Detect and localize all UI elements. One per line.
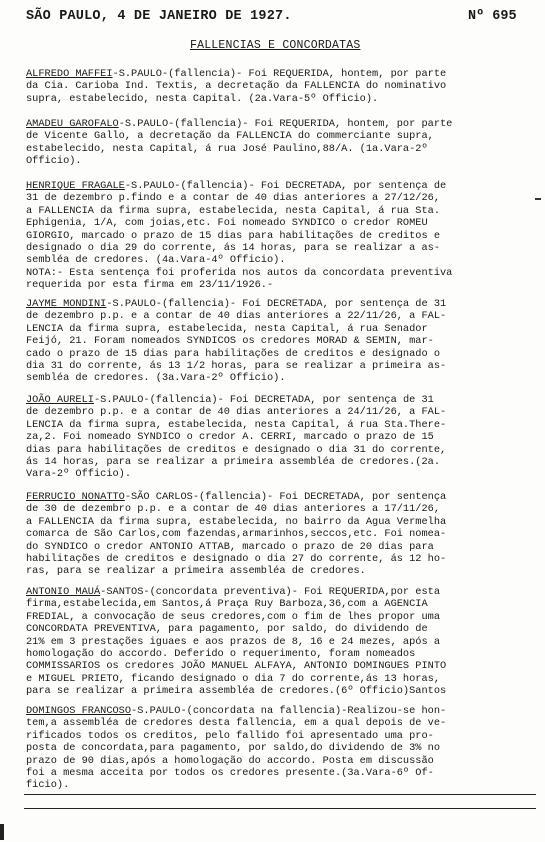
entry-text: -S.PAULO-(fallencia)- Foi DECRETADA, por sentença de 31 — [93, 394, 434, 406]
entry-line: sembléa de credores. (3a.Vara-2º Officio). — [26, 372, 286, 385]
entry-line: do SYNDICO o credor ANTONIO ATTAB, marcado o prazo de 20 dias para — [26, 540, 434, 553]
entry-line: za,2. Foi nomeado SYNDICO o credor A. CERRI, marcado o prazo de 15 — [26, 431, 434, 444]
entry-line: ficio). — [26, 779, 70, 792]
entry-line: 21% em 3 prestações iguaes e aos prazos de 8, 16 e 24 mezes, após a — [26, 635, 441, 648]
entry-note: NOTA:- Esta sentença foi proferida nos autos da concordata preventiva — [26, 266, 453, 279]
entry-line: prazo de 90 dias,após a homologação do accordo. Posta em discussão — [26, 754, 434, 767]
place-date: SÃO PAULO, 4 DE JANEIRO DE 1927. — [26, 9, 292, 24]
entry-line: 31 de dezembro p.findo e a contar de 40 dias anteriores a 27/12/26, — [26, 192, 441, 205]
entry-line: sembléa de credores. (4a.Vara-4º Officio). — [26, 254, 286, 267]
entry-line: foi a mesma acceita por todos os credores presente.(3a.Vara-6º Of- — [26, 767, 434, 780]
entry-name: HENRIQUE FRAGALE — [26, 180, 125, 192]
entry-joao-aureli — [26, 394, 536, 481]
entry-line: GIORGIO, marcado o prazo de 15 dias para habilitações de creditos e — [26, 229, 441, 242]
entry-line: ás 14 horas, para se realizar a primeira assembléa de credores.(2a. — [26, 456, 441, 469]
entry-name: JOÃO AURELI — [26, 394, 94, 406]
entry-text: -S.PAULO-(fallencia)- Foi DECRETADA, por sentença de — [124, 180, 447, 192]
entry-line: LENCIA da firma supra, estabelecida, nesta Capital, á rua Sta.There- — [26, 418, 447, 431]
entry-line: para se realizar a primeira assembléa de credores.(6º Officio)Santos — [26, 685, 447, 698]
entry-name: ALFREDO MAFFEI — [26, 68, 113, 80]
entry-line: a FALLENCIA da firma supra, estabelecida, nesta Capital, á rua Sta. — [26, 204, 441, 217]
entry-line: comarca de São Carlos,com fazendas,armarinhos,seccos,etc. Foi nomea- — [26, 528, 447, 541]
entry-line: LENCIA da firma supra, estabelecida, nesta Capital, á rua Senador — [26, 322, 428, 335]
entry-line: ras, para se realizar a primeira assembléa de credores. — [26, 565, 366, 578]
entry-text: -SANTOS-(concordata preventiva)- Foi REQUERIDA,por esta — [100, 586, 441, 598]
entry-line: dias para habilitações de creditos e designado o dia 31 do corrente, — [26, 443, 447, 456]
scan-edge-mark — [0, 824, 4, 840]
entry-name: JAYME MONDINI — [26, 298, 107, 310]
entry-line: supra, estabelecido, nesta Capital. (2a.Vara-5º Officio). — [26, 92, 379, 105]
entry-line: firma,estabelecida,em Santos,á Praça Ruy Barboza,36,com a AGENCIA — [26, 598, 428, 611]
entry-line: CONCORDATA PREVENTIVA, para pagamento, por saldo, do dividendo de — [26, 623, 428, 636]
entry-alfredo-maffei — [26, 68, 536, 105]
entry-line: de dezembro p.p. e a contar de 40 dias anteriores a 22/11/26, a FAL- — [26, 310, 447, 323]
entry-line: dia 31 do corrente, ás 13 1/2 horas, para se realizar a primeira as- — [26, 360, 447, 373]
entry-text: -S.PAULO-(fallencia)- Foi REQUERIDA, hontem, por parte — [112, 68, 447, 80]
entry-henrique-fragale — [26, 180, 536, 292]
entry-line: de 30 de dezembro p.p. e a contar de 40 dias anteriores a 17/11/26, — [26, 503, 441, 516]
entry-antonio-maua — [26, 586, 536, 698]
entry-line: Feijó, 21. Foram nomeados SYNDICOS os credores MORAD & SEMIN, mar- — [26, 335, 434, 348]
entry-line — [26, 180, 536, 192]
entry-line: homologação do accordo. Deferido o requerimento, foram nomeados — [26, 648, 416, 661]
entry-note: requerida por esta firma em 23/11/1926.- — [26, 279, 274, 292]
entry-line — [26, 491, 536, 503]
closing-rule-top — [24, 794, 536, 795]
entry-text: -S.PAULO-(concordata na fallencia)-Realizou-se hon- — [131, 705, 447, 717]
entry-name: ANTONIO MAUÁ — [26, 586, 101, 598]
entry-line — [26, 68, 536, 80]
closing-rule-bottom — [24, 808, 536, 809]
entry-text: -SÃO CARLOS-(fallencia)- Foi DECRETADA, por sentença — [124, 491, 447, 503]
section-title: FALLENCIAS E CONCORDATAS — [190, 39, 361, 52]
entry-line: Vara-2º Officio). — [26, 468, 132, 481]
entry-line: posta de concordata,para pagamento, por saldo,do dividendo de 3% no — [26, 742, 441, 755]
entry-line: de dezembro p.p. e a contar de 40 dias anteriores a 24/11/26, a FAL- — [26, 406, 447, 419]
entry-amadeu-garofalo — [26, 118, 536, 168]
entry-text: -S.PAULO-(fallencia)- Foi REQUERIDA, hontem, por parte — [118, 118, 453, 130]
entry-line: e MIGUEL PRIETO, ficando designado o dia 7 do corrente,ás 13 horas, — [26, 672, 441, 685]
entry-line: cado o prazo de 15 dias para habilitações de creditos e designado o — [26, 347, 441, 360]
entry-line: Ephigenia, 1/A, com joias,etc. Foi nomeado SYNDICO o credor ROMEU — [26, 217, 428, 230]
entry-line: Officio). — [26, 155, 82, 168]
entry-name: AMADEU GAROFALO — [26, 118, 119, 130]
entry-line — [26, 586, 536, 598]
entry-line: COMMISSARIOS os credores JOÃO MANUEL ALFAYA, ANTONIO DOMINGUES PINTO — [26, 660, 447, 673]
entry-line: da Cia. Carioba Ind. Textis, a decretação da FALLENCIA do nominativo — [26, 80, 447, 93]
margin-mark — [535, 198, 541, 200]
entry-line — [26, 298, 536, 310]
entry-line: a FALLENCIA da firma supra, estabelecida, no bairro da Agua Vermelha — [26, 515, 447, 528]
entry-text: -S.PAULO-(fallencia)- Foi DECRETADA, por sentença de 31 — [106, 298, 447, 310]
entry-line: designado o dia 29 do corrente, ás 14 horas, para se realizar a as- — [26, 242, 441, 255]
entry-name: DOMINGOS FRANCOSO — [26, 705, 132, 717]
bulletin-number: Nº 695 — [468, 9, 517, 24]
entry-line: de Vicente Gallo, a decretação da FALLENCIA do commerciante supra, — [26, 130, 434, 143]
entry-ferrucio-nonatto — [26, 491, 536, 578]
entry-line: estabelecido, nesta Capital, á rua José Paulino,88/A. (1a.Vara-2º — [26, 142, 428, 155]
entry-line — [26, 705, 536, 717]
entry-jayme-mondini — [26, 298, 536, 385]
entry-line: rificados todos os creditos, pelo fallido foi apresentado uma pro- — [26, 729, 434, 742]
entry-domingos-francoso — [26, 705, 536, 792]
entry-line — [26, 394, 536, 406]
entry-line: FREDIAL, a convocação de seus credores,com o fim de lhes propor uma — [26, 610, 441, 623]
entry-name: FERRUCIO NONATTO — [26, 491, 125, 503]
entry-line: habilitações de creditos e designado o dia 27 do corrente, ás 12 ho- — [26, 553, 447, 566]
entry-line — [26, 118, 536, 130]
entry-line: tem,a assembléa de credores desta fallencia, em a qual depois de ve- — [26, 717, 447, 730]
